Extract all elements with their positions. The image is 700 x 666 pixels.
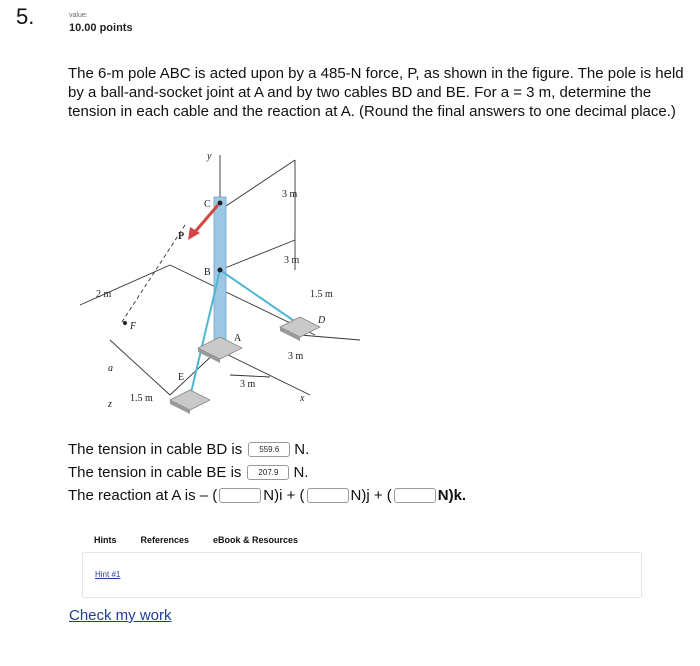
- label-P: P: [178, 231, 185, 242]
- answer-row-be: [68, 461, 466, 484]
- dim-line-2m: [80, 265, 170, 305]
- reaction-k-input[interactable]: [394, 488, 436, 503]
- answer-row-bd: [68, 438, 466, 461]
- hint-panel: [82, 552, 642, 598]
- resource-tabs: [94, 535, 322, 545]
- be-unit: N.: [293, 464, 309, 481]
- support-E: [170, 390, 210, 414]
- reaction-j-suffix: N)j + (: [350, 487, 392, 504]
- label-z: z: [108, 399, 112, 410]
- dim-1-5m-left: 1.5 m: [130, 393, 153, 404]
- value-label: value:: [69, 12, 88, 19]
- dim-3m-bottom: 3 m: [240, 379, 256, 390]
- problem-statement: The 6-m pole ABC is acted upon by a 485-N force, P, as shown in the figure. The pole is held by a ball-and-socket joint at A and by two cables BD and BE. For a = 3 m, determine the tension in each cable and the reaction at A. (Round the final answers to one decimal place.): [68, 65, 684, 120]
- point-C: [218, 201, 223, 206]
- dim-3m-D: 3 m: [288, 351, 304, 362]
- tab-references[interactable]: References: [140, 535, 190, 545]
- be-tension-input[interactable]: 207.9: [247, 465, 289, 480]
- base-line-left: [110, 340, 170, 395]
- bd-prefix: The tension in cable BD is: [68, 441, 243, 458]
- label-B: B: [204, 267, 211, 278]
- dim-2m: 2 m: [96, 289, 112, 300]
- question-number: 5.: [16, 4, 35, 29]
- point-F: [123, 321, 127, 325]
- tab-hints[interactable]: Hints: [94, 535, 117, 545]
- ref-line-top: [220, 160, 295, 210]
- pole-figure: [70, 145, 370, 425]
- answer-row-reaction: [68, 484, 466, 507]
- hint-1-link[interactable]: Hint #1: [95, 570, 121, 579]
- reaction-i-input[interactable]: [219, 488, 261, 503]
- bd-unit: N.: [294, 441, 310, 458]
- label-C: C: [204, 199, 211, 210]
- points-value: 10.00 points: [69, 22, 133, 34]
- label-E: E: [178, 372, 185, 383]
- reaction-k-suffix: N)k.: [437, 487, 467, 504]
- tab-ebook-resources[interactable]: eBook & Resources: [213, 535, 299, 545]
- bd-tension-input[interactable]: 559.6: [248, 442, 290, 457]
- ref-line-D: [300, 335, 360, 340]
- label-a: a: [108, 363, 113, 374]
- dashed-line-CF: [120, 225, 185, 325]
- label-D: D: [318, 315, 326, 326]
- label-y: y: [207, 151, 212, 162]
- check-my-work-link[interactable]: Check my work: [69, 607, 172, 624]
- reaction-prefix: The reaction at A is – (: [68, 487, 218, 504]
- point-B: [218, 268, 223, 273]
- label-A: A: [234, 333, 242, 344]
- be-prefix: The tension in cable BE is: [68, 464, 242, 481]
- reaction-j-input[interactable]: [307, 488, 349, 503]
- reaction-i-suffix: N)i + (: [263, 487, 305, 504]
- ref-line-bottom: [230, 375, 270, 377]
- label-x: x: [300, 393, 305, 404]
- label-F: F: [130, 321, 137, 332]
- cable-BD: [220, 270, 300, 325]
- dim-1-5m-right: 1.5 m: [310, 289, 333, 300]
- dim-3m-mid: 3 m: [284, 255, 300, 266]
- answers-section: [68, 438, 466, 507]
- dim-3m-top: 3 m: [282, 189, 298, 200]
